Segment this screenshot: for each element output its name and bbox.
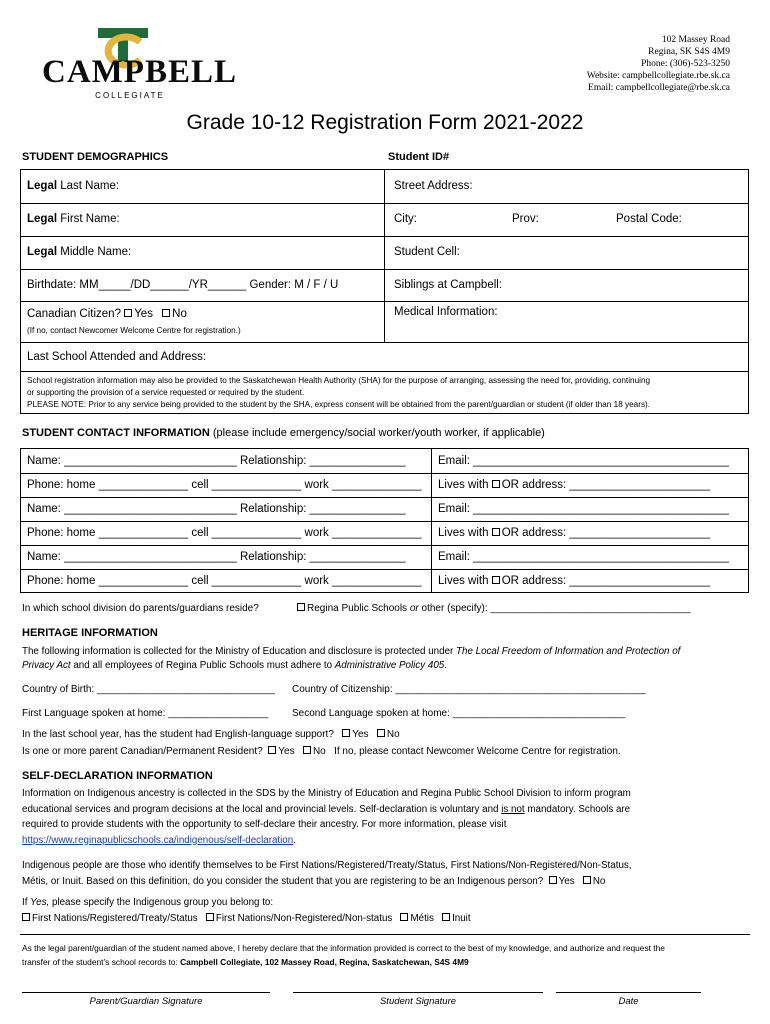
pr-yes-checkbox[interactable] [268, 746, 276, 754]
parent-signature-label: Parent/Guardian Signature [89, 996, 203, 1007]
group-first-nations-non-registered-checkbox[interactable] [206, 913, 214, 921]
other-specify-label: other (specify): ____________________________________ [421, 603, 691, 614]
contact3-name-row[interactable]: Name: ___________________________ Relationship: _______________ [27, 551, 406, 563]
parent-signature-line[interactable] [22, 992, 270, 993]
address-line: Regina, SK S4S 4M9 [648, 47, 730, 57]
sd-text: required to provide students with the opportunity to self-declare their ancestry. For more information, please visit [22, 819, 507, 830]
pr-no-checkbox[interactable] [303, 746, 311, 754]
group-label: Inuit [452, 913, 471, 924]
sd-yes-italic: Yes, [30, 897, 50, 908]
heritage-text: . [444, 660, 447, 671]
contact2-phone-row[interactable]: Phone: home ______________ cell ______________ work ______________ [27, 527, 422, 539]
middle-name-field[interactable] [27, 245, 131, 259]
no-label: No [312, 746, 326, 757]
street-address-field[interactable]: Street Address: [394, 180, 473, 192]
sd-text: . [293, 834, 296, 846]
indigenous-yes-checkbox[interactable] [549, 876, 557, 884]
last-name-label: Last Name: [57, 180, 120, 192]
policy-name: Administrative Policy 405 [334, 660, 445, 671]
group-first-nations-registered-checkbox[interactable] [22, 913, 30, 921]
no-label: No [592, 876, 606, 887]
citizen-no-checkbox[interactable] [162, 309, 170, 317]
birthdate-gender-field[interactable]: Birthdate: MM_____/DD______/YR______ Gender: M / F / U [27, 279, 339, 291]
first-name-field[interactable] [27, 212, 120, 226]
regina-public-checkbox[interactable] [297, 603, 305, 611]
lives-with-label: Lives with [438, 527, 489, 539]
middle-name-label: Middle Name: [57, 246, 132, 258]
logo-subtext: COLLEGIATE [95, 91, 165, 100]
date-line[interactable] [556, 992, 701, 993]
contact2-lives-with[interactable] [438, 526, 710, 540]
first-language-field[interactable]: First Language spoken at home: __________________ [22, 708, 269, 719]
group-label: Métis [410, 913, 434, 924]
lives-with-label: Lives with [438, 575, 489, 587]
student-cell-field[interactable]: Student Cell: [394, 246, 460, 258]
declaration-text: transfer of the student’s school records to: [22, 957, 181, 967]
citizen-yes-checkbox[interactable] [124, 309, 132, 317]
medical-info-field[interactable]: Medical Information: [394, 306, 498, 318]
first-name-label: First Name: [57, 213, 120, 225]
sd-text: Information on Indigenous ancestry is collected in the SDS by the Ministry of Education and Regina Public School Division to inform program [22, 788, 631, 799]
or-address-label: OR address: ______________________ [501, 527, 711, 539]
or-address-label: OR address: ______________________ [501, 575, 711, 587]
student-signature-label: Student Signature [379, 996, 457, 1007]
indigenous-definition [22, 858, 742, 890]
divider [20, 934, 750, 935]
form-title: Grade 10-12 Registration Form 2021-2022 [186, 111, 584, 134]
contact1-phone-row[interactable]: Phone: home ______________ cell ______________ work ______________ [27, 479, 422, 491]
last-school-field[interactable]: Last School Attended and Address: [27, 351, 207, 363]
date-label: Date [618, 996, 639, 1007]
indigenous-question: Métis, or Inuit. Based on this definition, do you consider the student that you are registering to be an Indigenous person? [22, 876, 544, 887]
contact1-lives-with[interactable] [438, 478, 710, 492]
heritage-paragraph [22, 645, 732, 673]
indigenous-no-checkbox[interactable] [583, 876, 591, 884]
pr-label: Is one or more parent Canadian/Permanent Resident? [22, 746, 263, 757]
contact2-name-row[interactable]: Name: ___________________________ Relationship: _______________ [27, 503, 406, 515]
group-metis-checkbox[interactable] [400, 913, 408, 921]
self-declaration-paragraph [22, 786, 742, 848]
no-label: No [172, 308, 187, 320]
act-name: The Local Freedom of Information and Protection of [456, 646, 681, 657]
sha-notice-line: or supporting the provision of a service requested or required by the student. [27, 388, 305, 397]
sha-notice-line: School registration information may also be provided to the Saskatchewan Health Authority (SHA) for the purpose of arranging, assessing the need for, providing, continuing [27, 376, 651, 385]
yes-label: Yes [558, 876, 575, 887]
postal-code-field[interactable]: Postal Code: [616, 213, 682, 225]
group-label: First Nations/Registered/Treaty/Status [32, 913, 198, 924]
legal-label: Legal [27, 180, 58, 192]
yes-label: Yes [352, 729, 369, 740]
sd-text: educational services and program decisions at the local and provincial levels. Self-declaration is voluntary and [22, 803, 502, 815]
lives-with-label: Lives with [438, 479, 489, 491]
last-name-field[interactable] [27, 179, 119, 193]
sd-text: If [22, 897, 31, 908]
group-label: First Nations/Non-Registered/Non-status [215, 913, 393, 924]
esl-label: In the last school year, has the student had English-language support? [22, 729, 334, 740]
sha-please-note: PLEASE NOTE: Prior to any service being provided to the student by the SHA, express consent will be obtained from the parent/guardian or student (if older than 18 years). [27, 400, 651, 409]
student-signature-line[interactable] [293, 992, 543, 993]
citizen-note: (If no, contact Newcomer Welcome Centre for registration.) [27, 326, 241, 335]
sd-text: mandatory. Schools are [524, 803, 631, 815]
sd-not: is not [501, 803, 525, 815]
demographics-table [20, 169, 749, 414]
email-line: Email: campbellcollegiate@rbe.sk.ca [588, 83, 730, 93]
citizen-field[interactable] [27, 307, 187, 321]
contact3-email[interactable]: Email: ________________________________________ [438, 551, 729, 563]
section-heading-demographics: STUDENT DEMOGRAPHICS [22, 151, 169, 163]
logo-wordmark: CAMPBELL [42, 54, 238, 90]
pr-note: If no, please contact Newcomer Welcome Centre for registration. [334, 746, 621, 757]
website-line: Website: campbellcollegiate.rbe.sk.ca [586, 71, 730, 81]
regina-public-label: Regina Public Schools [307, 603, 408, 614]
contact3-phone-row[interactable]: Phone: home ______________ cell ______________ work ______________ [27, 575, 422, 587]
lives-with-checkbox[interactable] [492, 576, 500, 584]
esl-no-checkbox[interactable] [377, 729, 385, 737]
citizen-label: Canadian Citizen? [27, 308, 121, 320]
sd-text: Indigenous people are those who identify themselves to be First Nations/Registered/Treaty/Status, First Nations/Non-Registered/Non-Status, [22, 860, 632, 871]
country-of-citizenship-field[interactable]: Country of Citizenship: _____________________________________________ [292, 684, 646, 695]
contact3-lives-with[interactable] [438, 574, 710, 588]
self-declaration-link[interactable]: https://www.reginapublicschools.ca/indigenous/self-declaration [22, 834, 294, 846]
esl-question [22, 728, 400, 742]
student-id-label: Student ID# [388, 151, 450, 163]
section-heading-contact [22, 427, 545, 439]
yes-label: Yes [278, 746, 295, 757]
lives-with-checkbox[interactable] [492, 480, 500, 488]
school-transfer-address: Campbell Collegiate, 102 Massey Road, Regina, Saskatchewan, S4S 4M9 [180, 957, 469, 967]
division-question: In which school division do parents/guardians reside? [22, 603, 259, 614]
contact-heading: STUDENT CONTACT INFORMATION [22, 427, 210, 439]
siblings-field[interactable]: Siblings at Campbell: [394, 279, 503, 291]
country-of-birth-field[interactable]: Country of Birth: ________________________________ [22, 684, 275, 695]
school-address-block [587, 34, 730, 94]
yes-label: Yes [134, 308, 153, 320]
address-line: 102 Massey Road [661, 35, 730, 45]
heritage-text: and all employees of Regina Public Schools must adhere to [70, 660, 335, 671]
or-word: or [407, 603, 422, 614]
sd-text: please specify the Indigenous group you belong to: [49, 897, 274, 908]
declaration-text: As the legal parent/guardian of the student named above, I hereby declare that the information provided is correct to the best of my knowledge, and authorize and request the [22, 943, 665, 953]
guardian-declaration [22, 941, 752, 969]
heritage-text: The following information is collected for the Ministry of Education and disclosure is protected under [22, 646, 457, 657]
pr-question [22, 745, 621, 759]
no-label: No [386, 729, 400, 740]
contact-heading-note: (please include emergency/social worker/youth worker, if applicable) [209, 427, 545, 439]
group-inuit-checkbox[interactable] [442, 913, 450, 921]
section-heading-self-declaration: SELF-DECLARATION INFORMATION [22, 770, 213, 782]
contact-table [20, 448, 749, 593]
city-field[interactable]: City: [394, 213, 417, 225]
contact1-email[interactable]: Email: ________________________________________ [438, 455, 729, 467]
prov-field[interactable]: Prov: [512, 213, 539, 225]
section-heading-heritage: HERITAGE INFORMATION [22, 627, 158, 639]
act-name-cont: Privacy Act [22, 660, 71, 671]
second-language-field[interactable]: Second Language spoken at home: _______________________________ [292, 708, 626, 719]
division-options[interactable] [297, 602, 691, 616]
or-address-label: OR address: ______________________ [501, 479, 711, 491]
phone-line: Phone: (306)-523-3250 [641, 59, 730, 69]
contact1-name-row[interactable]: Name: ___________________________ Relationship: _______________ [27, 455, 406, 467]
legal-label: Legal [27, 246, 58, 258]
esl-yes-checkbox[interactable] [342, 729, 350, 737]
contact2-email[interactable]: Email: ________________________________________ [438, 503, 729, 515]
indigenous-group [22, 895, 742, 927]
legal-label: Legal [27, 213, 58, 225]
lives-with-checkbox[interactable] [492, 528, 500, 536]
